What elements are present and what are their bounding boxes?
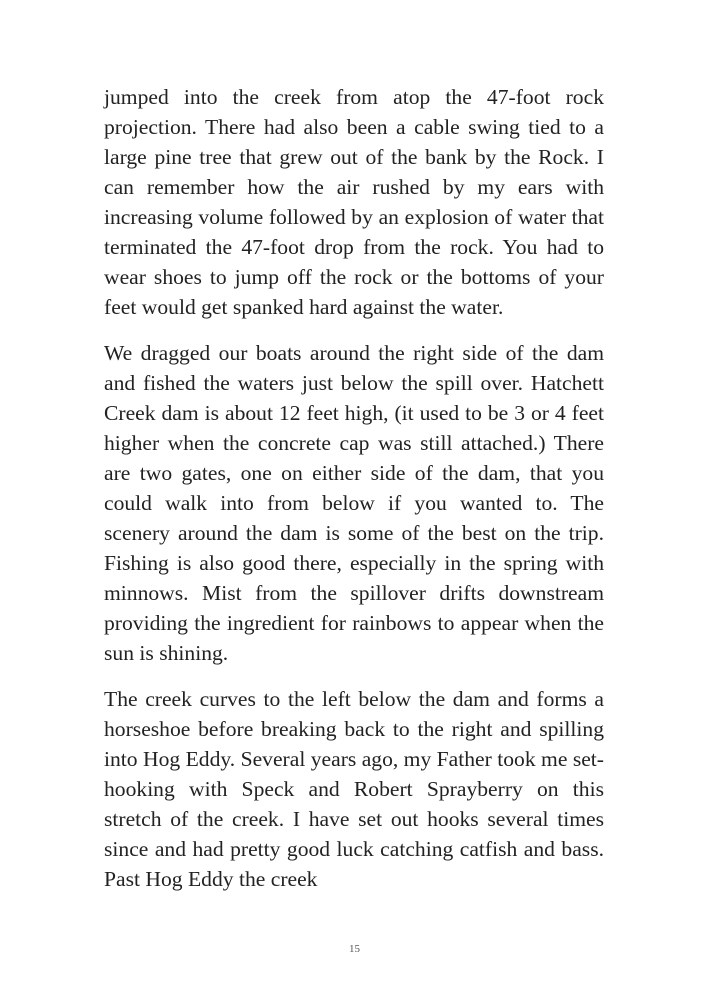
paragraph-1: jumped into the creek from atop the 47-foot rock projection. There had also been a cable swing tied to a large pine tree that grew out of the bank by the Rock. I can remember how the air rushed by my ears with increasing volume followed by an explosion of water that terminated the 47-foot drop from the rock. You had to wear shoes to jump off the rock or the bottoms of your feet would get spanked hard against the water. (104, 85, 604, 319)
paragraph-3: The creek curves to the left below the dam and forms a horseshoe before breaking back to the right and spilling into Hog Eddy. Several years ago, my Father took me set-hooking with Speck and Robert Sprayberry on this stretch of the creek. I have set out hooks several times since and had pretty good luck catching catfish and bass. Past Hog Eddy the creek (104, 687, 604, 891)
page-number: 15 (349, 943, 360, 955)
paragraph-2: We dragged our boats around the right side of the dam and fished the waters just below the spill over. Hatchett Creek dam is about 12 feet high, (it used to be 3 or 4 feet higher when the concrete cap was still attached.) There are two gates, one on either side of the dam, that you could walk into from below if you wanted to. The scenery around the dam is some of the best on the trip. Fishing is also good there, especially in the spring with minnows. Mist from the spillover drifts downstream providing the ingredient for rainbows to appear when the sun is shining. (104, 341, 604, 665)
body-text (104, 82, 604, 910)
